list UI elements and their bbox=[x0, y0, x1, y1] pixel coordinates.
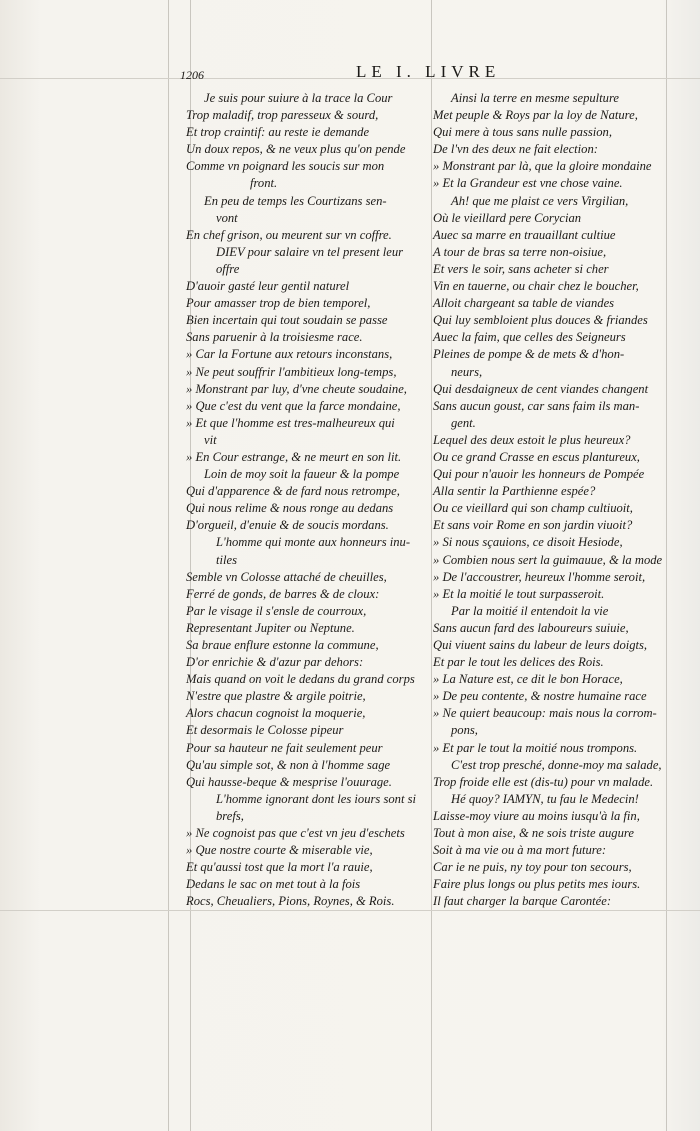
verse-line: Et desormais le Colosse pipeur bbox=[186, 723, 344, 738]
verse-line: Et vers le soir, sans acheter si cher bbox=[433, 261, 609, 276]
right-text-column bbox=[433, 90, 685, 911]
verse-line: Tout à mon aise, & ne sois triste augure bbox=[433, 826, 634, 841]
verse-line: L'homme qui monte aux honneurs inu- bbox=[216, 535, 411, 550]
verse-line: Representant Jupiter ou Neptune. bbox=[186, 620, 355, 635]
verse-line: D'or enrichie & d'azur par dehors: bbox=[186, 655, 364, 670]
verse-line: Ou ce grand Crasse en escus plantureux, bbox=[433, 449, 640, 464]
verse-line: Pour amasser trop de bien temporel, bbox=[186, 296, 371, 311]
verse-line: » Que nostre courte & miserable vie, bbox=[186, 843, 373, 858]
verse-line: A tour de bras sa terre non-oisiue, bbox=[433, 244, 607, 259]
verse-line: vont bbox=[216, 210, 238, 225]
verse-line: Qui mere à tous sans nulle passion, bbox=[433, 125, 612, 140]
verse-line: D'orgueil, d'enuie & de soucis mordans. bbox=[186, 518, 389, 533]
verse-line: Qui pour n'auoir les honneurs de Pompée bbox=[433, 467, 645, 482]
verse-line: Met peuple & Roys par la loy de Nature, bbox=[433, 108, 638, 123]
verse-line: » Et la Grandeur est vne chose vaine. bbox=[433, 176, 623, 191]
verse-line: Loin de moy soit la faueur & la pompe bbox=[204, 467, 400, 482]
verse-line: » De l'accoustrer, heureux l'homme seroit, bbox=[433, 569, 646, 584]
verse-line: Hé quoy? IAMYN, tu fau le Medecin! bbox=[451, 791, 639, 806]
verse-line: Semble vn Colosse attaché de cheuilles, bbox=[186, 569, 387, 584]
verse-line: D'auoir gasté leur gentil naturel bbox=[186, 279, 350, 294]
verse-line: » Ne quiert beaucoup: mais nous la corrom- bbox=[433, 706, 657, 721]
verse-line: Soit à ma vie ou à ma mort future: bbox=[433, 843, 607, 858]
verse-line: Un doux repos, & ne veux plus qu'on pende bbox=[186, 142, 406, 157]
verse-line: L'homme ignorant dont les iours sont si bbox=[216, 791, 417, 806]
verse-line: Ainsi la terre en mesme sepulture bbox=[451, 91, 619, 105]
verse-line: Ah! que me plaist ce vers Virgilian, bbox=[451, 193, 629, 208]
verse-line: Où le vieillard pere Corycian bbox=[433, 210, 582, 225]
verse-line: Car ie ne puis, ny toy pour ton secours, bbox=[433, 860, 632, 875]
page-fold-line bbox=[168, 0, 169, 1131]
verse-line: Sans aucun goust, car sans faim ils man- bbox=[433, 398, 640, 413]
verse-line: Qu'au simple sot, & non à l'homme sage bbox=[186, 757, 391, 772]
verse-line: » Et que l'homme est tres-malheureux qui bbox=[186, 415, 395, 430]
verse-line: neurs, bbox=[451, 364, 483, 379]
verse-line: Pleines de pompe & de mets & d'hon- bbox=[433, 347, 625, 362]
verse-line: » De peu contente, & nostre humaine race bbox=[433, 689, 647, 704]
verse-line: Qui desdaigneux de cent viandes changent bbox=[433, 381, 649, 396]
verse-line: Dedans le sac on met tout à la fois bbox=[186, 877, 361, 892]
verse-line: Et trop craintif: au reste ie demande bbox=[186, 125, 370, 140]
verse-line: Ferré de gonds, de barres & de cloux: bbox=[186, 586, 380, 601]
verse-line: Lequel des deux estoit le plus heureux? bbox=[433, 432, 631, 447]
left-text-column bbox=[186, 90, 431, 911]
verse-line: Qui nous relime & nous ronge au dedans bbox=[186, 501, 394, 516]
verse-line: » Ne cognoist pas que c'est vn jeu d'eschets bbox=[186, 826, 405, 841]
verse-line: Faire plus longs ou plus petits mes iours. bbox=[433, 877, 641, 892]
verse-line: Par la moitié il entendoit la vie bbox=[451, 603, 609, 618]
verse-line: » Monstrant par luy, d'vne cheute soudaine, bbox=[186, 381, 407, 396]
page-number: 1206 bbox=[180, 68, 204, 82]
verse-line: Rocs, Cheualiers, Pions, Roynes, & Rois. bbox=[186, 894, 395, 909]
verse-line: En chef grison, ou meurent sur vn coffre. bbox=[186, 227, 392, 242]
verse-line: offre bbox=[216, 261, 240, 276]
verse-line: N'estre que plastre & argile poitrie, bbox=[186, 689, 366, 704]
verse-line: Sans aucun fard des laboureurs suiuie, bbox=[433, 620, 629, 635]
verse-line: Auec la faim, que celles des Seigneurs bbox=[433, 330, 626, 345]
verse-line: » Ne peut souffrir l'ambitieux long-temps, bbox=[186, 364, 397, 379]
verse-line: Par le visage il s'ensle de courroux, bbox=[186, 603, 367, 618]
verse-line: En peu de temps les Courtizans sen- bbox=[204, 193, 387, 208]
verse-line: Alloit chargeant sa table de viandes bbox=[433, 296, 615, 311]
verse-line: Bien incertain qui tout soudain se passe bbox=[186, 313, 388, 328]
verse-line: Et sans voir Rome en son jardin viuoit? bbox=[433, 518, 633, 533]
verse-line: brefs, bbox=[216, 808, 244, 823]
verse-line: » Que c'est du vent que la farce mondaine, bbox=[186, 398, 401, 413]
column-divider bbox=[431, 0, 432, 1131]
verse-line: Je suis pour suiure à la trace la Cour bbox=[204, 91, 393, 105]
verse-line: Trop maladif, trop paresseux & sourd, bbox=[186, 108, 379, 123]
verse-line: pons, bbox=[451, 723, 478, 738]
verse-line: Sa braue enflure estonne la commune, bbox=[186, 638, 379, 652]
verse-line: Qui d'apparence & de fard nous retrompe, bbox=[186, 484, 400, 499]
verse-line: De l'vn des deux ne fait election: bbox=[433, 142, 598, 157]
verse-line: Qui luy sembloient plus douces & friandes bbox=[433, 313, 648, 328]
verse-line: vit bbox=[204, 432, 217, 447]
verse-line: Ou ce vieillard qui son champ cultiuoit, bbox=[433, 501, 633, 516]
verse-line: » En Cour estrange, & ne meurt en son lit. bbox=[186, 449, 402, 464]
verse-line: » Et par le tout la moitié nous trompons. bbox=[433, 740, 638, 755]
verse-line: Comme vn poignard les soucis sur mon bbox=[186, 159, 385, 174]
verse-line: Laisse-moy viure au moins iusqu'à la fin, bbox=[433, 808, 640, 823]
verse-line: Qui hausse-beque & mesprise l'ouurage. bbox=[186, 774, 392, 789]
verse-line: » Car la Fortune aux retours inconstans, bbox=[186, 347, 393, 362]
verse-line: Auec sa marre en trauaillant cultiue bbox=[433, 227, 616, 242]
running-title: LE I. LIVRE bbox=[356, 62, 501, 81]
verse-line: Il faut charger la barque Carontée: bbox=[433, 894, 612, 909]
verse-line: Vin en tauerne, ou chair chez le boucher, bbox=[433, 279, 639, 294]
verse-line: » Combien nous sert la guimauue, & la mode bbox=[433, 552, 663, 567]
verse-line: Trop froide elle est (dis-tu) pour vn malade. bbox=[433, 774, 654, 789]
verse-line: Mais quand on voit le dedans du grand corps bbox=[186, 672, 415, 687]
verse-line: Qui viuent sains du labeur de leurs doigts, bbox=[433, 638, 648, 652]
verse-line: Pour sa hauteur ne fait seulement peur bbox=[186, 740, 383, 755]
verse-line: tiles bbox=[216, 552, 237, 567]
verse-line: front. bbox=[250, 176, 278, 191]
verse-line: Et par le tout les delices des Rois. bbox=[433, 655, 604, 670]
verse-line: Alors chacun cognoist la moquerie, bbox=[186, 706, 366, 721]
verse-line: Alla sentir la Parthienne espée? bbox=[433, 484, 596, 499]
verse-line: Sans paruenir à la troisiesme race. bbox=[186, 330, 363, 345]
verse-line: » La Nature est, ce dit le bon Horace, bbox=[433, 672, 623, 687]
page-header bbox=[180, 62, 510, 86]
verse-line: C'est trop presché, donne-moy ma salade, bbox=[451, 757, 662, 772]
verse-line: » Si nous sçauions, ce disoit Hesiode, bbox=[433, 535, 623, 550]
verse-line: » Monstrant par là, que la gloire mondaine bbox=[433, 159, 652, 174]
verse-line: » Et la moitié le tout surpasseroit. bbox=[433, 586, 605, 601]
verse-line: DIEV pour salaire vn tel present leur bbox=[216, 244, 404, 259]
verse-line: Et qu'aussi tost que la mort l'a rauie, bbox=[186, 860, 373, 875]
verse-line: gent. bbox=[451, 415, 476, 430]
